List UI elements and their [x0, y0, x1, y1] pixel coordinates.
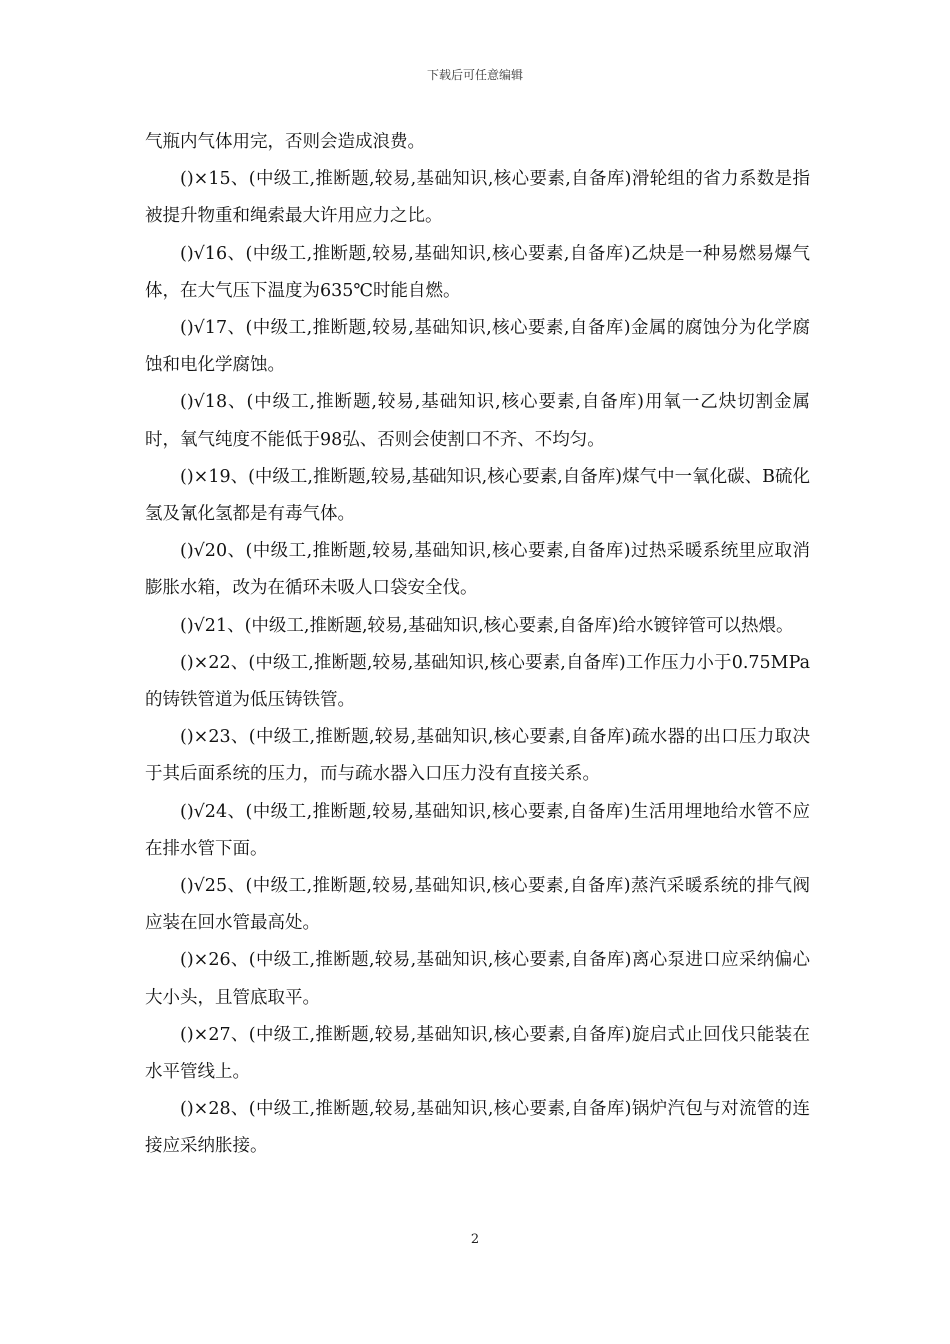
question-item-22: ()×22、(中级工,推断题,较易,基础知识,核心要素,自备库)工作压力小于0.75MPa的铸铁管道为低压铸铁管。 [145, 652, 810, 711]
question-item-19: ()×19、(中级工,推断题,较易,基础知识,核心要素,自备库)煤气中一氧化碳、B硫化氢及氰化氢都是有毒气体。 [145, 466, 810, 525]
question-item-16: ()√16、(中级工,推断题,较易,基础知识,核心要素,自备库)乙炔是一种易燃易爆气体，在大气压下温度为635℃时能自燃。 [145, 243, 810, 301]
question-item-21: ()√21、(中级工,推断题,较易,基础知识,核心要素,自备库)给水镀锌管可以热煨。 [180, 615, 794, 636]
question-item-15: ()×15、(中级工,推断题,较易,基础知识,核心要素,自备库)滑轮组的省力系数是指被提升物重和绳索最大许用应力之比。 [145, 169, 810, 227]
question-item-17: ()√17、(中级工,推断题,较易,基础知识,核心要素,自备库)金属的腐蚀分为化学腐蚀和电化学腐蚀。 [145, 318, 810, 376]
question-item-28: ()×28、(中级工,推断题,较易,基础知识,核心要素,自备库)锅炉汽包与对流管的连接应采纳胀接。 [145, 1099, 810, 1157]
page-header: 下载后可任意编辑 [426, 68, 523, 82]
question-item-26: ()×26、(中级工,推断题,较易,基础知识,核心要素,自备库)离心泵进口应采纳偏心大小头，且管底取平。 [145, 950, 810, 1008]
question-item-25: ()√25、(中级工,推断题,较易,基础知识,核心要素,自备库)蒸汽采暖系统的排气阀应装在回水管最高处。 [145, 876, 810, 934]
question-item-24: ()√24、(中级工,推断题,较易,基础知识,核心要素,自备库)生活用埋地给水管不应在排水管下面。 [145, 801, 810, 859]
page-number: 2 [470, 1232, 480, 1247]
question-item-20: ()√20、(中级工,推断题,较易,基础知识,核心要素,自备库)过热采暖系统里应取消膨胀水箱，改为在循环未吸人口袋安全伐。 [145, 541, 810, 599]
lead-line: 气瓶内气体用完，否则会造成浪费。 [145, 132, 425, 152]
question-item-27: ()×27、(中级工,推断题,较易,基础知识,核心要素,自备库)旋启式止回伐只能装在水平管线上。 [145, 1024, 810, 1083]
question-item-23: ()×23、(中级工,推断题,较易,基础知识,核心要素,自备库)疏水器的出口压力取决于其后面系统的压力，而与疏水器入口压力没有直接关系。 [145, 727, 810, 785]
question-item-18: ()√18、(中级工,推断题,较易,基础知识,核心要素,自备库)用氧一乙炔切割金属时，氧气纯度不能低于98弘、否则会使割口不齐、不均匀。 [145, 392, 810, 450]
document-body [145, 124, 810, 1166]
